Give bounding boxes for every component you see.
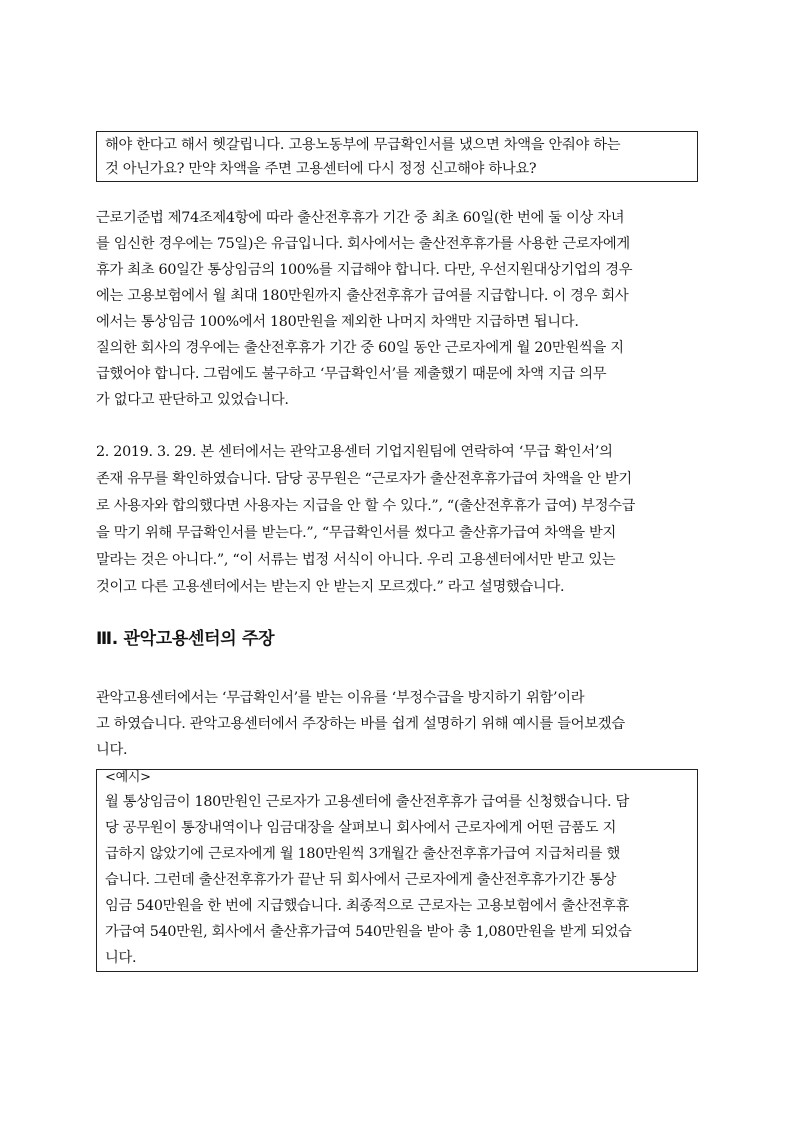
paragraph-line: 존재 유무를 확인하였습니다. 담당 공무원은 “근로자가 출산전후휴가급여 차액을 안 받기: [96, 471, 632, 487]
paragraph-line: 말라는 것은 아니다.”, “이 서류는 법정 서식이 아니다. 우리 고용센터에서만 받고 있는: [96, 552, 616, 568]
paragraph-line: 급했어야 합니다. 그럼에도 불구하고 ‘무급확인서’를 제출했기 때문에 차액 지급 의무: [96, 366, 607, 382]
paragraph-line: 로 사용자와 합의했다면 사용자는 지급을 안 할 수 있다.”, “(출산전후휴가 급여) 부정수급: [96, 498, 636, 514]
example-line: 임금 540만원을 한 번에 지급했습니다. 최종적으로 근로자는 고용보험에서 출산전후휴: [105, 898, 629, 914]
question-line: 해야 한다고 해서 헷갈립니다. 고용노동부에 무급확인서를 냈으면 차액을 안줘야 하는: [105, 137, 621, 153]
section-heading: Ⅲ. 관악고용센터의 주장: [96, 629, 275, 649]
paragraph-line: 것이고 다른 고용센터에서는 받는지 안 받는지 모르겠다.” 라고 설명했습니다.: [96, 579, 565, 595]
paragraph-line: 니다.: [96, 742, 128, 758]
example-label: <예시>: [105, 770, 151, 785]
example-box: [96, 769, 698, 972]
paragraph-line: 를 임신한 경우에는 75일)은 유급입니다. 회사에서는 출산전후휴가를 사용한 근로자에게: [96, 236, 630, 252]
example-line: 습니다. 그런데 출산전후휴가가 끝난 뒤 회사에서 근로자에게 출산전후휴가기간 통상: [105, 872, 617, 888]
example-line: 당 공무원이 통장내역이나 임금대장을 살펴보니 회사에서 근로자에게 어떤 금품도 지: [105, 820, 617, 836]
paragraph-line: 질의한 회사의 경우에는 출산전후휴가 기간 중 60일 동안 근로자에게 월 20만원씩을 지: [96, 340, 624, 356]
paragraph-line: 을 막기 위해 무급확인서를 받는다.”, “무급확인서를 썼다고 출산휴가급여 차액을 받지: [96, 525, 617, 541]
paragraph-line: 휴가 최초 60일간 통상임금의 100%를 지급해야 합니다. 다만, 우선지원대상기업의 경우: [96, 262, 633, 278]
paragraph-line: 에는 고용보험에서 월 최대 180만원까지 출산전후휴가 급여를 지급합니다. 이 경우 회사: [96, 288, 629, 304]
question-line: 것 아닌가요? 만약 차액을 주면 고용센터에 다시 정정 신고해야 하나요?: [105, 161, 537, 177]
paragraph-line: 관악고용센터에서는 ‘무급확인서’를 받는 이유를 ‘부정수급을 방지하기 위함’이라: [96, 690, 585, 706]
paragraph-line: 고 하였습니다. 관악고용센터에서 주장하는 바를 쉽게 설명하기 위해 예시를 들어보겠습: [96, 716, 625, 732]
paragraph-line: 가 없다고 판단하고 있었습니다.: [96, 392, 289, 408]
example-line: 월 통상임금이 180만원인 근로자가 고용센터에 출산전후휴가 급여를 신청했습니다. 담: [105, 794, 629, 810]
example-line: 급하지 않았기에 근로자에게 월 180만원씩 3개월간 출산전후휴가급여 지급처리를 했: [105, 846, 620, 862]
example-line: 니다.: [105, 950, 137, 966]
question-box: [96, 131, 698, 182]
paragraph-line: 근로기준법 제74조제4항에 따라 출산전후휴가 기간 중 최초 60일(한 번에 둘 이상 자녀: [96, 210, 625, 226]
paragraph-line: 2. 2019. 3. 29. 본 센터에서는 관악고용센터 기업지원팀에 연락하여 ‘무급 확인서’의: [96, 444, 613, 460]
example-line: 가급여 540만원, 회사에서 출산휴가급여 540만원을 받아 총 1,080만원을 받게 되었습: [105, 924, 632, 940]
paragraph-line: 에서는 통상임금 100%에서 180만원을 제외한 나머지 차액만 지급하면 됩니다.: [96, 314, 579, 330]
